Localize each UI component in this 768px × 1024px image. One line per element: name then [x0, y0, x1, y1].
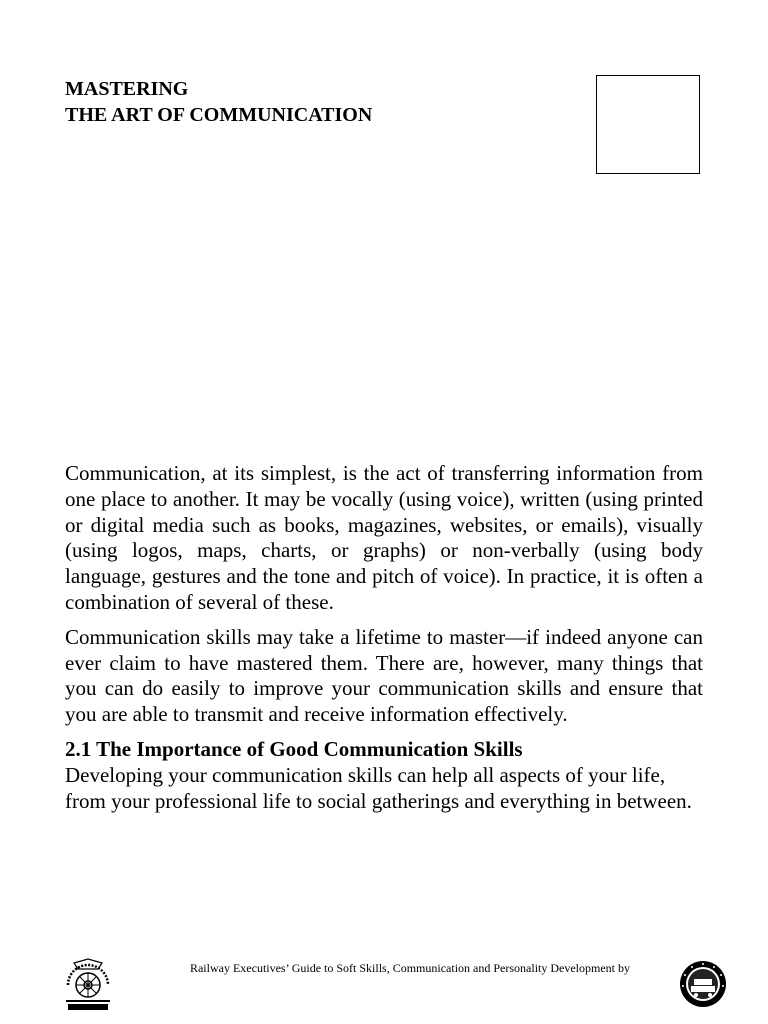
circular-seal-logo: [678, 959, 728, 1009]
title-line-1: MASTERING: [65, 78, 189, 100]
title-line-2: THE ART OF COMMUNICATION: [65, 104, 373, 126]
page-footer: [60, 955, 730, 1015]
paragraph-3: Developing your communication skills can help all aspects of your life, from your professional life to social gatherings and everything in between.: [65, 762, 692, 813]
page-title: [65, 76, 372, 128]
section-heading: 2.1 The Importance of Good Communication Skills: [65, 736, 523, 761]
paragraph-2: Communication skills may take a lifetime to master—if indeed anyone can ever claim to have mastered them. There are, however, many things that you can do easily to improve your communication skills and ensure that you are able to transmit and receive information effectively.: [65, 624, 703, 727]
body-text: [65, 461, 703, 814]
paragraph-1: Communication, at its simplest, is the act of transferring information from one place to another. It may be vocally (using voice), written (using printed or digital media such as books, magazines, websites, or emails), visually (using logos, maps, charts, or graphs) or non-verbally (using body language, gestures and the tone and pitch of voice). In practice, it is often a combination of several of these.: [65, 461, 703, 614]
footer-caption: Railway Executives’ Guide to Soft Skills, Communication and Personality Development by: [189, 961, 631, 975]
railway-emblem-logo: [60, 955, 116, 1013]
empty-frame-box: [596, 75, 700, 174]
